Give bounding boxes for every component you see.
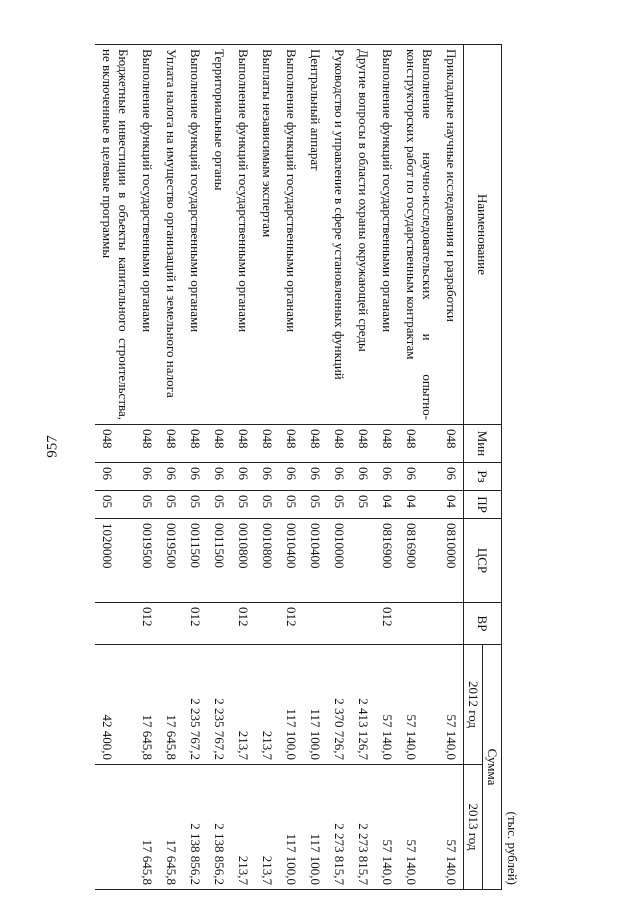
cell-rz: 06	[399, 463, 439, 491]
cell-min: 048	[303, 425, 327, 463]
cell-csr: 1020000	[95, 519, 135, 603]
cell-2012: 2 235 767,2	[207, 645, 231, 765]
units-label: (тыс. рублей)	[505, 811, 520, 885]
cell-csr: 0816900	[375, 519, 399, 603]
cell-2013: 213,7	[255, 765, 279, 890]
cell-name: Прикладные научные исследования и разработки	[439, 45, 464, 425]
cell-csr: 0019500	[135, 519, 159, 603]
cell-name: Выплаты независимым экспертам	[255, 45, 279, 425]
cell-vr	[327, 603, 351, 645]
cell-pr: 05	[303, 491, 327, 519]
cell-min: 048	[159, 425, 183, 463]
cell-pr: 05	[183, 491, 207, 519]
cell-min: 048	[351, 425, 375, 463]
cell-rz: 06	[375, 463, 399, 491]
cell-2013: 117 100,0	[303, 765, 327, 890]
cell-vr	[351, 603, 375, 645]
cell-vr: 012	[279, 603, 303, 645]
cell-2012: 213,7	[231, 645, 255, 765]
cell-min: 048	[255, 425, 279, 463]
cell-min: 048	[207, 425, 231, 463]
header-name: Наименование	[464, 45, 502, 425]
cell-2012: 57 140,0	[375, 645, 399, 765]
cell-vr: 012	[375, 603, 399, 645]
cell-rz: 06	[255, 463, 279, 491]
cell-rz: 06	[135, 463, 159, 491]
cell-rz: 06	[159, 463, 183, 491]
cell-vr	[399, 603, 439, 645]
cell-vr: 012	[183, 603, 207, 645]
cell-rz: 06	[95, 463, 135, 491]
cell-2012: 57 140,0	[439, 645, 464, 765]
cell-2013: 57 140,0	[439, 765, 464, 890]
cell-pr: 05	[135, 491, 159, 519]
cell-rz: 06	[207, 463, 231, 491]
table-row	[399, 45, 439, 890]
cell-2013: 117 100,0	[279, 765, 303, 890]
cell-name: Руководство и управление в сфере установленных функций	[327, 45, 351, 425]
table-row	[135, 45, 159, 890]
cell-name: Выполнение функций государственными органами	[135, 45, 159, 425]
cell-vr	[303, 603, 327, 645]
cell-2012: 17 645,8	[135, 645, 159, 765]
cell-name: Выполнение функций государственными органами	[231, 45, 255, 425]
table-row	[439, 45, 464, 890]
cell-name: Выполнение функций государственными органами	[183, 45, 207, 425]
cell-vr: 012	[135, 603, 159, 645]
table-row	[279, 45, 303, 890]
cell-csr: 0010800	[255, 519, 279, 603]
cell-pr: 05	[255, 491, 279, 519]
cell-rz: 06	[439, 463, 464, 491]
cell-csr: 0010000	[327, 519, 351, 603]
cell-2013	[95, 765, 135, 890]
cell-2013: 57 140,0	[399, 765, 439, 890]
cell-2013: 17 645,8	[135, 765, 159, 890]
cell-2013: 2 138 856,2	[183, 765, 207, 890]
cell-2013: 57 140,0	[375, 765, 399, 890]
cell-pr: 04	[375, 491, 399, 519]
cell-name: Центральный аппарат	[303, 45, 327, 425]
cell-vr	[95, 603, 135, 645]
cell-min: 048	[399, 425, 439, 463]
cell-name: Другие вопросы в области охраны окружающей среды	[351, 45, 375, 425]
table-row	[231, 45, 255, 890]
cell-pr: 05	[327, 491, 351, 519]
header-year-2013: 2013 год	[464, 765, 483, 890]
cell-2012: 117 100,0	[303, 645, 327, 765]
cell-pr: 05	[231, 491, 255, 519]
table-row	[303, 45, 327, 890]
cell-min: 048	[439, 425, 464, 463]
header-sum: Сумма	[483, 645, 502, 890]
cell-vr	[159, 603, 183, 645]
table-row	[183, 45, 207, 890]
header-vr: ВР	[464, 603, 502, 645]
cell-csr: 0019500	[159, 519, 183, 603]
header-csr: ЦСР	[464, 519, 502, 603]
cell-2012: 57 140,0	[399, 645, 439, 765]
cell-pr: 04	[399, 491, 439, 519]
cell-pr: 05	[159, 491, 183, 519]
cell-vr: 012	[231, 603, 255, 645]
rotated-page-content	[80, 44, 520, 889]
cell-name: Выполнение научно-исследовательских и опытно-конструкторских работ по государственным контрактам	[399, 45, 439, 425]
cell-name: Уплата налога на имущество организаций и земельного налога	[159, 45, 183, 425]
cell-pr: 04	[439, 491, 464, 519]
cell-2012: 2 370 726,7	[327, 645, 351, 765]
cell-2012: 17 645,8	[159, 645, 183, 765]
cell-pr: 05	[279, 491, 303, 519]
cell-2012: 42 400,0	[95, 645, 135, 765]
table-row	[375, 45, 399, 890]
cell-rz: 06	[303, 463, 327, 491]
cell-pr: 05	[95, 491, 135, 519]
cell-2012: 117 100,0	[279, 645, 303, 765]
table-row	[327, 45, 351, 890]
table-row	[255, 45, 279, 890]
cell-min: 048	[327, 425, 351, 463]
cell-pr: 05	[207, 491, 231, 519]
budget-table	[95, 44, 502, 890]
cell-2013: 213,7	[231, 765, 255, 890]
cell-name: Выполнение функций государственными органами	[375, 45, 399, 425]
table-row	[95, 45, 135, 890]
table-row	[207, 45, 231, 890]
cell-2013: 2 138 856,2	[207, 765, 231, 890]
cell-2012: 213,7	[255, 645, 279, 765]
cell-csr: 0810000	[439, 519, 464, 603]
table-row	[351, 45, 375, 890]
cell-min: 048	[183, 425, 207, 463]
cell-2013: 2 273 815,7	[327, 765, 351, 890]
table-row	[159, 45, 183, 890]
cell-name: Бюджетные инвестиции в объекты капитального строительства, не включенные в целевые программы	[95, 45, 135, 425]
header-min: Мин	[464, 425, 502, 463]
cell-csr: 0816900	[399, 519, 439, 603]
cell-csr	[351, 519, 375, 603]
cell-2012: 2 235 767,2	[183, 645, 207, 765]
cell-min: 048	[231, 425, 255, 463]
cell-rz: 06	[183, 463, 207, 491]
cell-vr	[439, 603, 464, 645]
cell-rz: 06	[231, 463, 255, 491]
cell-vr	[207, 603, 231, 645]
header-rz: Рз	[464, 463, 502, 491]
cell-name: Территориальные органы	[207, 45, 231, 425]
cell-min: 048	[135, 425, 159, 463]
cell-min: 048	[375, 425, 399, 463]
cell-min: 048	[279, 425, 303, 463]
cell-2012: 2 413 126,7	[351, 645, 375, 765]
cell-csr: 0010400	[303, 519, 327, 603]
cell-csr: 0010400	[279, 519, 303, 603]
cell-name: Выполнение функций государственными органами	[279, 45, 303, 425]
page-number: 957	[44, 435, 61, 458]
cell-vr	[255, 603, 279, 645]
cell-pr: 05	[351, 491, 375, 519]
table-header	[464, 45, 502, 890]
cell-csr: 0010800	[231, 519, 255, 603]
cell-rz: 06	[327, 463, 351, 491]
cell-rz: 06	[351, 463, 375, 491]
cell-csr: 0011500	[183, 519, 207, 603]
header-year-2012: 2012 год	[464, 645, 483, 765]
cell-2013: 17 645,8	[159, 765, 183, 890]
cell-rz: 06	[279, 463, 303, 491]
cell-2013: 2 273 815,7	[351, 765, 375, 890]
cell-csr: 0011500	[207, 519, 231, 603]
table-body	[95, 45, 464, 890]
header-pr: ПР	[464, 491, 502, 519]
cell-min: 048	[95, 425, 135, 463]
